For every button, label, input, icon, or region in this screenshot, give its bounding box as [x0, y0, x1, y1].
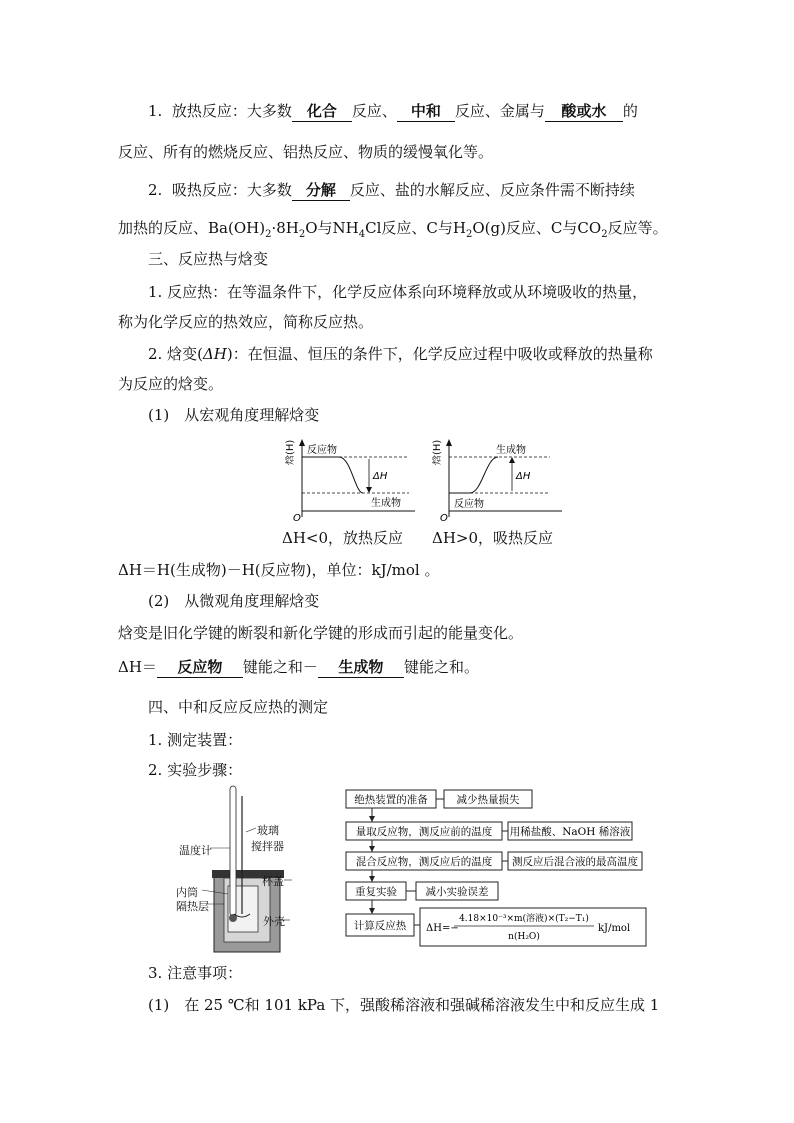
subscript: 2	[601, 229, 608, 240]
exothermic-line-1	[148, 101, 638, 122]
procedure-flowchart	[340, 788, 652, 953]
step-5-text: 计算反应热	[353, 920, 407, 932]
notes-heading: 3. 注意事项：	[148, 964, 243, 982]
text-run: ·8H	[271, 219, 299, 237]
endothermic-line-1	[148, 180, 635, 201]
text-run: 加热的反应、Ba(OH)	[118, 219, 266, 237]
reaction-curve	[339, 457, 363, 493]
formula-numerator: 4.18×10⁻³×m(溶液)×(T₂−T₁)	[459, 914, 589, 924]
step-1-text: 绝热装置的准备	[354, 794, 428, 806]
endothermic-line-2	[118, 218, 668, 245]
macro-heading: (1) 从宏观角度理解焓变	[148, 406, 320, 424]
text-run: 键能之和－	[242, 658, 318, 676]
text-run: O(g)反应、C与CO	[472, 219, 602, 237]
text-run: 反应等。	[607, 219, 668, 237]
endothermic-caption: ΔH>0，吸热反应	[432, 529, 554, 547]
delta-h-label: ΔH	[373, 471, 388, 482]
product-label: 生成物	[371, 498, 401, 509]
note-1: (1) 在 25 ℃和 101 kPa 下，强酸稀溶液和强碱稀溶液发生中和反应生成 1	[148, 996, 660, 1014]
step-4-text: 重复实验	[355, 886, 397, 898]
product-label: 生成物	[496, 445, 526, 456]
reaction-heat-def-1: 1. 反应热：在等温条件下，化学反应体系向环境释放或从环境吸收的热量，	[148, 283, 648, 301]
stirrer-pointer	[246, 828, 256, 832]
y-axis-arrow	[299, 439, 305, 446]
text-run: 反应、盐的水解反应、反应条件需不断持续	[349, 181, 635, 199]
apparatus-heading: 1. 测定装置：	[148, 731, 243, 749]
blank-answer: 中和	[397, 101, 455, 122]
exothermic-heading: 放热反应：大多数	[171, 102, 292, 120]
delta-h-label: ΔH	[516, 471, 531, 482]
text-run: 反应、	[351, 102, 397, 120]
enthalpy-formula: ΔH＝H(生成物)－H(反应物)，单位：kJ/mol 。	[118, 561, 440, 579]
note-2-text: 用稀盐酸、NaOH 稀溶液	[509, 826, 631, 838]
delta-h-arrowhead	[366, 487, 372, 493]
subscript: 2	[465, 229, 473, 240]
flow-arrow-3	[369, 876, 375, 882]
label-thermometer: 温度计	[179, 844, 212, 857]
subscript: 2	[265, 229, 272, 240]
y-axis-label: 焓(H)	[432, 439, 443, 465]
calorimeter-apparatus	[170, 782, 310, 957]
delta-h-symbol: ΔH	[202, 345, 227, 363]
blank-answer: 分解	[292, 180, 350, 201]
item-number: 2.	[148, 181, 163, 199]
y-axis-arrow	[446, 439, 452, 446]
text-run: )：在恒温、恒压的条件下，化学反应过程中吸收或释放的热量称	[226, 345, 653, 363]
endothermic-heading: 吸热反应：大多数	[171, 181, 292, 199]
note-4-text: 减小实验误差	[425, 886, 489, 898]
flow-arrow-2	[369, 846, 375, 852]
exothermic-energy-diagram	[285, 437, 420, 522]
subscript: 2	[298, 229, 306, 240]
reactant-label: 反应物	[307, 445, 337, 456]
origin-label: O	[440, 513, 448, 522]
bond-energy-formula	[118, 657, 479, 678]
note-1-text: 减少热量损失	[456, 794, 520, 806]
origin-label: O	[293, 513, 301, 522]
delta-h-arrowhead	[509, 457, 515, 463]
procedure-heading: 2. 实验步骤：	[148, 761, 243, 779]
exothermic-line-2: 反应、所有的燃烧反应、铝热反应、物质的缓慢氧化等。	[118, 143, 494, 161]
reaction-heat-def-2: 称为化学反应的热效应，简称反应热。	[118, 313, 374, 331]
note-3-text: 测反应后混合液的最高温度	[512, 856, 638, 868]
subscript: 4	[358, 229, 366, 240]
blank-answer: 酸或水	[545, 101, 623, 122]
text-run: 的	[622, 102, 638, 120]
enthalpy-def-1	[148, 344, 653, 364]
text-run: 键能之和。	[403, 658, 479, 676]
exothermic-caption: ΔH<0，放热反应	[282, 529, 404, 547]
text-run: ΔH＝	[118, 658, 157, 676]
reaction-curve	[449, 457, 498, 493]
flow-arrow-4	[369, 908, 375, 914]
step-2-text: 量取反应物，测反应前的温度	[355, 826, 493, 838]
text-run: Cl反应、C与H	[365, 219, 466, 237]
label-inner-cup: 内筒	[176, 886, 198, 899]
blank-answer: 生成物	[318, 657, 404, 678]
item-number: 1.	[148, 102, 163, 120]
step-3-text: 混合反应物，测反应后的温度	[355, 856, 493, 868]
text-run: 反应、金属与	[454, 102, 545, 120]
label-stirrer-1: 玻璃	[257, 824, 279, 837]
endothermic-energy-diagram	[432, 437, 567, 522]
text-run: O与NH	[305, 219, 359, 237]
formula-lhs: ΔH=−	[426, 923, 459, 934]
micro-heading: (2) 从微观角度理解焓变	[148, 592, 320, 610]
section-4-title: 四、中和反应反应热的测定	[148, 698, 329, 716]
formula-unit: kJ/mol	[598, 923, 631, 934]
enthalpy-def-2: 为反应的焓变。	[118, 375, 224, 393]
reactant-label: 反应物	[454, 499, 484, 510]
micro-explanation: 焓变是旧化学键的断裂和新化学键的形成而引起的能量变化。	[118, 624, 524, 642]
section-3-title: 三、反应热与焓变	[148, 250, 269, 268]
label-lid: 杯盖	[262, 875, 284, 888]
label-shell: 外壳	[263, 915, 285, 928]
flow-arrow-1	[369, 816, 375, 822]
formula-denominator: n(H₂O)	[508, 932, 540, 942]
blank-answer: 反应物	[157, 657, 243, 678]
y-axis-label: 焓(H)	[285, 439, 296, 465]
label-insulation: 隔热层	[176, 900, 209, 913]
thermometer-tube	[230, 786, 236, 916]
label-stirrer-2: 搅拌器	[251, 840, 284, 853]
blank-answer: 化合	[292, 101, 352, 122]
text-run: 2. 焓变(	[148, 345, 203, 363]
